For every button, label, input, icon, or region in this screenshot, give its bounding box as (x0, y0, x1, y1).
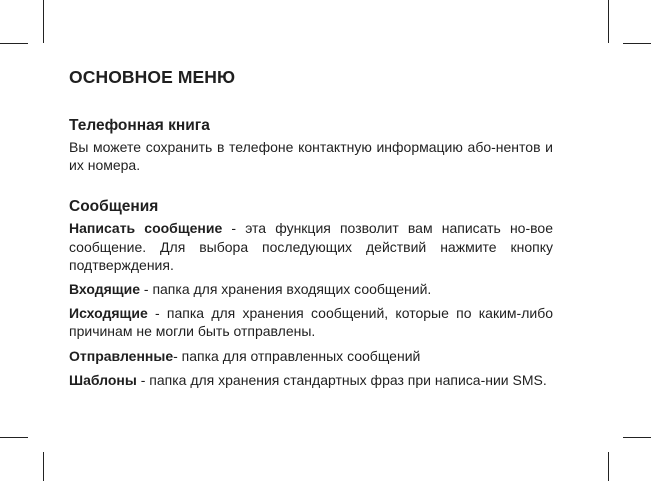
page-content (69, 66, 553, 395)
messages-item-sent (69, 347, 553, 365)
crop-mark-top-right-vertical (608, 0, 609, 43)
item-text-write: - эта функция позволит вам написать но-вое сообщение. Для выбора последующих действий нажмите кнопку подтверждения. (69, 220, 553, 273)
crop-mark-top-left-vertical (43, 0, 44, 43)
crop-mark-bottom-left-horizontal (0, 437, 28, 438)
item-text-outbox: - папка для хранения сообщений, которые по каким-либо причинам не могли быть отправлены. (69, 305, 553, 340)
item-text-inbox: - папка для хранения входящих сообщений. (140, 281, 432, 298)
item-term-sent: Отправленные (69, 347, 174, 364)
page-title: ОСНОВНОЕ МЕНЮ (69, 67, 236, 87)
item-term-outbox: Исходящие (69, 305, 148, 322)
messages-item-inbox (69, 280, 553, 298)
crop-mark-bottom-right-horizontal (623, 437, 651, 438)
section-title-messages: Сообщения (69, 198, 159, 216)
phonebook-description: Вы можете сохранить в телефоне контактную информацию або-нентов и их номера. (69, 139, 553, 174)
item-term-inbox: Входящие (69, 281, 140, 298)
item-text-templates: - папка для хранения стандартных фраз при написа-нии SMS. (136, 371, 547, 388)
messages-item-templates (69, 371, 553, 389)
crop-mark-top-left-horizontal (0, 43, 28, 44)
item-term-templates: Шаблоны (69, 371, 137, 388)
crop-mark-top-right-horizontal (623, 43, 651, 44)
item-text-sent: - папка для отправленных сообщений (173, 347, 421, 364)
crop-mark-bottom-left-vertical (43, 452, 44, 481)
section-title-phonebook: Телефонная книга (69, 117, 210, 134)
item-term-write: Написать сообщение (69, 220, 223, 237)
messages-item-write (69, 219, 553, 274)
messages-item-outbox (69, 304, 553, 340)
crop-mark-bottom-right-vertical (608, 452, 609, 481)
